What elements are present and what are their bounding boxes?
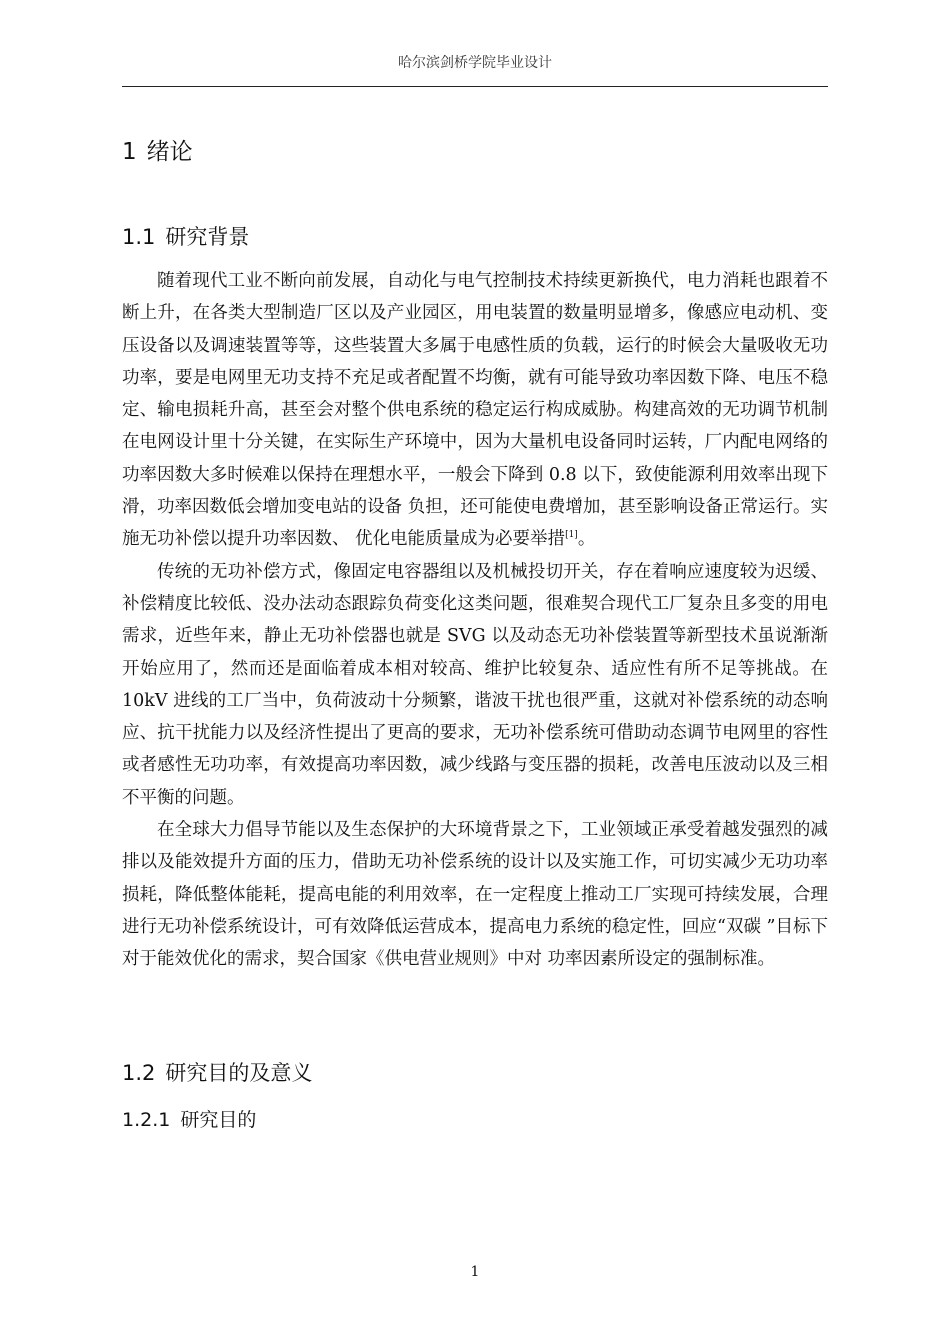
section-heading-1-1	[122, 222, 249, 252]
paragraph-text: 随着现代工业不断向前发展，自动化与电气控制技术持续更新换代，电力消耗也跟着不断上升，在各类大型制造厂区以及产业园区，用电装置的数量明显增多，像感应电动机、变压设备以及调速装置等等，这些装置大多属于电感性质的负载，运行的时候会大量吸收无功功率，要是电网里无功支持不充足或者配置不均衡，就有可能导致功率因数下降、电压不稳定、输电损耗升高，甚至会对整个供电系统的稳定运行构成威胁。构建高效的无功调节机制在电网设计里十分关键，在实际生产环境中，因为大量机电设备同时运转，厂内配电网络的功率因数大多时候难以保持在理想水平，一般会下降到 0.8 以下，致使能源利用效率出现下滑，功率因数低会增加变电站的设备 负担，还可能使电费增加，甚至影响设备正常运行。实施无功补偿以提升功率因数、 优化电能质量成为必要举措	[122, 271, 828, 550]
chapter-heading	[122, 136, 193, 168]
running-header: 哈尔滨剑桥学院毕业设计	[398, 55, 552, 71]
subsection-heading-1-2-1	[122, 1106, 256, 1134]
section-heading-1-2	[122, 1058, 312, 1088]
section-title: 研究目的及意义	[165, 1061, 313, 1085]
citation-ref[interactable]: [1]	[565, 530, 578, 541]
section-number: 1.2	[122, 1061, 156, 1085]
paragraph-2	[122, 556, 828, 814]
page-number: 1	[470, 1264, 480, 1280]
header-divider	[122, 86, 828, 87]
section-number: 1.1	[122, 225, 156, 249]
paragraph-text: 在全球大力倡导节能以及生态保护的大环境背景之下，工业领域正承受着越发强烈的减排以及能效提升方面的压力，借助无功补偿系统的设计以及实施工作，可切实减少无功功率损耗，降低整体能耗，提高电能的利用效率，在一定程度上推动工厂实现可持续发展，合理进行无功补偿系统设计，可有效降低运营成本，提高电力系统的稳定性，回应“双碳 ”目标下对于能效优化的需求，契合国家《供电营业规则》中对 功率因素所设定的强制标准。	[122, 820, 828, 970]
paragraph-3	[122, 814, 828, 975]
paragraph-1	[122, 265, 828, 556]
paragraph-tail: 。	[577, 529, 596, 550]
paragraph-text: 传统的无功补偿方式，像固定电容器组以及机械投切开关，存在着响应速度较为迟缓、补偿精度比较低、没办法动态跟踪负荷变化这类问题，很难契合现代工厂复杂且多变的用电需求，近些年来，静止无功补偿器也就是 SVG 以及动态无功补偿装置等新型技术虽说渐渐开始应用了，然而还是面临着成本相对较高、维护比较复杂、适应性有所不足等挑战。在 10kV 进线的工厂当中，负荷波动十分频繁，谐波干扰也很严重，这就对补偿系统的动态响应、抗干扰能力以及经济性提出了更高的要求，无功补偿系统可借助动态调节电网里的容性或者感性无功功率，有效提高功率因数，减少线路与变压器的损耗，改善电压波动以及三相不平衡的问题。	[122, 561, 828, 808]
subsection-title: 研究目的	[180, 1109, 257, 1131]
subsection-number: 1.2.1	[122, 1109, 171, 1131]
chapter-title: 绪论	[146, 139, 193, 165]
section-body-1-1	[122, 265, 828, 976]
chapter-number: 1	[122, 139, 137, 165]
section-title: 研究背景	[165, 225, 250, 249]
